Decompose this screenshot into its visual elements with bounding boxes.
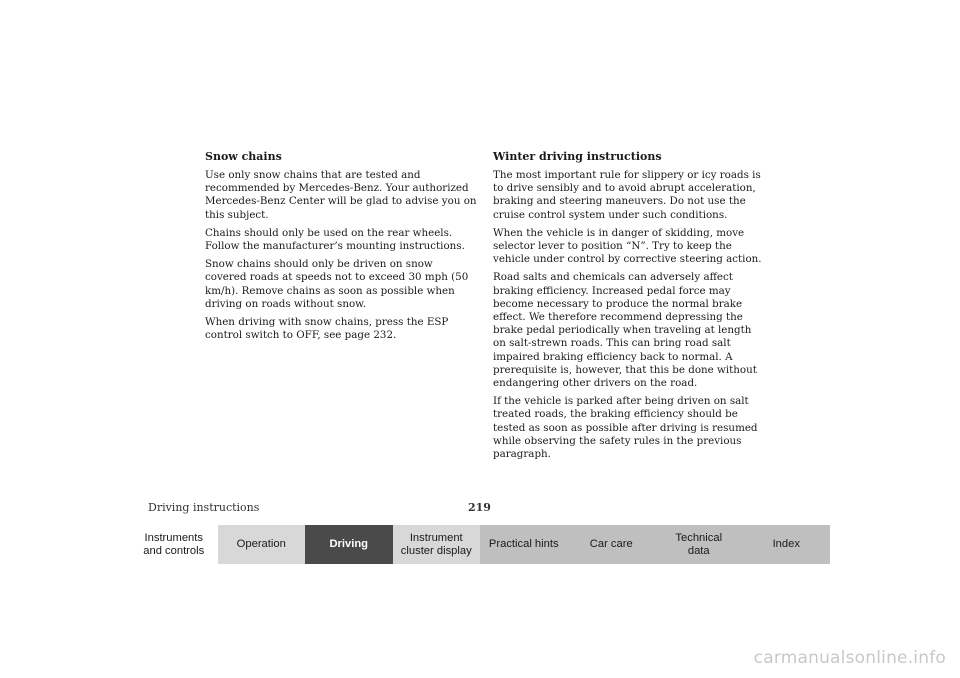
section-heading-snow-chains: Snow chains bbox=[205, 150, 282, 163]
paragraph: Road salts and chemicals can adversely affect braking efficiency. Increased pedal force may become necessary to produce the normal brake effect. We therefore recommend depressing the brake pedal periodically when traveling at length on salt-strewn roads. This can bring road salt impaired braking efficiency back to normal. A prerequisite is, however, that this be done without endangering other drivers on the road. bbox=[493, 271, 757, 390]
paragraph: When driving with snow chains, press the ESP control switch to OFF, see page 232. bbox=[205, 316, 449, 342]
tab-operation[interactable]: Operation bbox=[218, 525, 306, 564]
paragraph: Chains should only be used on the rear wheels. Follow the manufacturer’s mounting instructions. bbox=[205, 226, 465, 253]
page-number: 219 bbox=[468, 501, 491, 514]
tab-technical-data[interactable]: Technical data bbox=[655, 525, 743, 564]
paragraph: Snow chains should only be driven on snow covered roads at speeds not to exceed 30 mph (50 km/h). Remove chains as soon as possible when driving on roads without snow. bbox=[205, 258, 469, 310]
snow-chains-section bbox=[205, 150, 477, 347]
winter-driving-section bbox=[493, 150, 765, 466]
paragraph: When the vehicle is in danger of skidding, move selector lever to position “N”. Try to keep the vehicle under control by corrective steering action. bbox=[493, 226, 762, 266]
watermark: carmanualsonline.info bbox=[753, 648, 946, 668]
tab-car-care[interactable]: Car care bbox=[568, 525, 656, 564]
tab-instruments-and-controls[interactable]: Instruments and controls bbox=[130, 525, 218, 564]
tab-instrument-cluster-display[interactable]: Instrument cluster display bbox=[393, 525, 481, 564]
tab-index[interactable]: Index bbox=[743, 525, 831, 564]
paragraph: Use only snow chains that are tested and recommended by Mercedes-Benz. Your authorized Mercedes-Benz Center will be glad to advise you on this subject. bbox=[205, 169, 477, 221]
footer-section-title: Driving instructions bbox=[148, 501, 260, 514]
section-tab-bar bbox=[130, 525, 830, 564]
tab-practical-hints[interactable]: Practical hints bbox=[480, 525, 568, 564]
paragraph: The most important rule for slippery or icy roads is to drive sensibly and to avoid abrupt acceleration, braking and steering maneuvers. Do not use the cruise control system under such conditions. bbox=[493, 169, 761, 221]
section-heading-winter-driving: Winter driving instructions bbox=[493, 150, 662, 163]
paragraph: If the vehicle is parked after being driven on salt treated roads, the braking efficiency should be tested as soon as possible after driving is resumed while observing the safety rules in the previous paragraph. bbox=[493, 395, 758, 461]
tab-driving[interactable]: Driving bbox=[305, 525, 393, 564]
